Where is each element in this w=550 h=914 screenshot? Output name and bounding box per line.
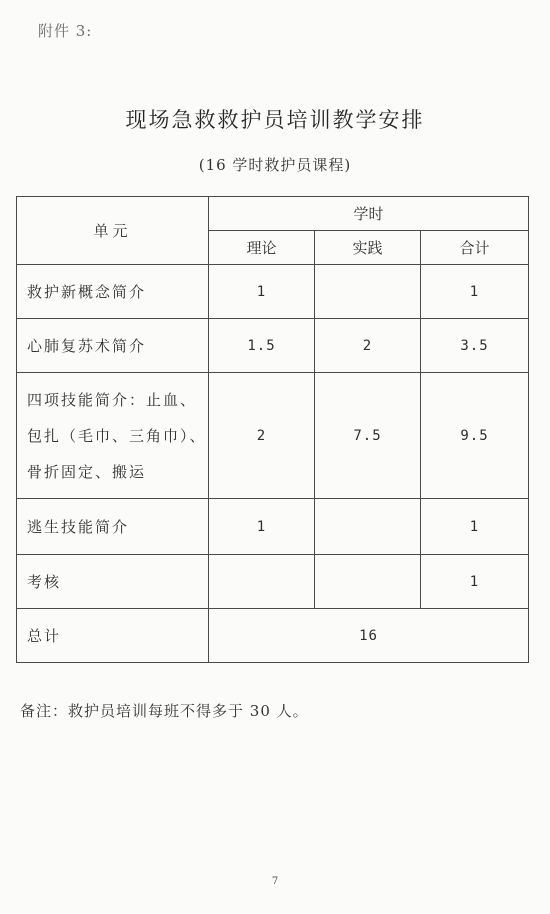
footnote: 备注：救护员培训每班不得多于 30 人。: [20, 702, 309, 720]
theory-cell: [209, 555, 315, 609]
unit-cell: 四项技能简介：止血、包扎（毛巾、三角巾）、骨折固定、搬运: [17, 373, 209, 499]
total-cell: 1: [421, 555, 529, 609]
theory-cell: 1: [209, 265, 315, 319]
table-row: [17, 555, 529, 609]
grand-total-value: 16: [209, 609, 529, 663]
table-header-row: [17, 197, 529, 231]
practice-cell: [315, 555, 421, 609]
theory-cell: 1: [209, 499, 315, 555]
practice-cell: 7.5: [315, 373, 421, 499]
unit-cell: 救护新概念简介: [17, 265, 209, 319]
total-header: 合计: [421, 231, 529, 265]
table-row: [17, 499, 529, 555]
table-row: [17, 373, 529, 499]
unit-cell: 考核: [17, 555, 209, 609]
practice-header: 实践: [315, 231, 421, 265]
theory-cell: 2: [209, 373, 315, 499]
unit-header: 单元: [17, 197, 209, 265]
table-row: [17, 319, 529, 373]
table-row: [17, 265, 529, 319]
table-total-row: [17, 609, 529, 663]
total-cell: 1: [421, 499, 529, 555]
total-cell: 3.5: [421, 319, 529, 373]
schedule-table: [16, 196, 529, 663]
unit-cell: 逃生技能简介: [17, 499, 209, 555]
practice-cell: [315, 499, 421, 555]
grand-total-label: 总计: [17, 609, 209, 663]
attachment-label: 附件 3:: [38, 22, 93, 40]
total-cell: 9.5: [421, 373, 529, 499]
document-title: 现场急救救护员培训教学安排: [125, 108, 425, 132]
page-number: 7: [271, 876, 279, 887]
unit-cell: 心肺复苏术简介: [17, 319, 209, 373]
practice-cell: 2: [315, 319, 421, 373]
theory-cell: 1.5: [209, 319, 315, 373]
document-subtitle: (16 学时救护员课程): [198, 156, 352, 174]
practice-cell: [315, 265, 421, 319]
total-cell: 1: [421, 265, 529, 319]
theory-header: 理论: [209, 231, 315, 265]
hours-header: 学时: [209, 197, 529, 231]
